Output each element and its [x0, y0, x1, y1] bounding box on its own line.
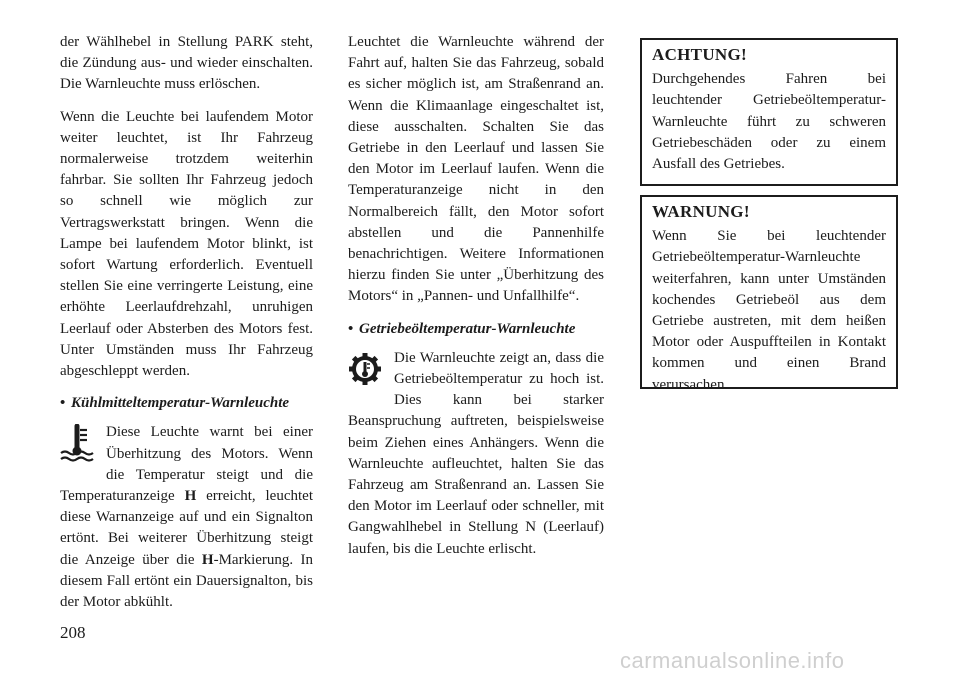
page-number: 208 — [60, 623, 86, 642]
coolant-temperature-icon — [60, 422, 106, 472]
bullet-coolant-title: Kühlmitteltemperatur-Warnleuchte — [71, 395, 290, 412]
paragraph-coolant-action: Leuchtet die Warnleuchte während der Fahrt auf, halten Sie das Fahrzeug, sobald es sicher möglich ist, am Straßenrand an. Wenn die Klimaanlage eingeschaltet ist, diese ausschalten. Schalten Sie das Getriebe in den Leerlauf und lassen Sie den Motor im Leerlauf laufen. Wenn die Temperaturanzeige nicht in den Normalbereich fällt, den Motor sofort abstellen und die Pannenhilfe benachrichtigen. Weitere Informationen hierzu finden Sie unter „Überhitzung des Motors“ in „Pannen- und Unfallhilfe“. — [348, 34, 604, 305]
bullet-coolant-heading: • Kühlmitteltemperatur-Warnleuchte — [60, 395, 290, 412]
caution-box — [640, 38, 898, 186]
paragraph-engine-light: Wenn die Leuchte bei laufendem Motor weiter leuchtet, ist Ihr Fahrzeug normalerweise trotzdem weiterhin fahrbar. Sie sollten Ihr Fahrzeug jedoch so schnell wie möglich zur Vertragswerkstatt bringen. Wenn die Lampe bei laufendem Motor blinkt, ist sofort Wartung erforderlich. Eventuell stellen Sie eine verringerte Leistung, eine erhöhte Leerlaufdrehzahl, unruhigen Leerlauf oder Absterben des Motors fest. Unter Umständen muss Ihr Fahrzeug abgeschleppt werden. — [60, 108, 313, 380]
paragraph-park: der Wählhebel in Stellung PARK steht, die Zündung aus- und wieder einschalten. Die Warnleuchte muss erlöschen. — [60, 34, 313, 93]
warning-box — [640, 195, 898, 393]
column-middle — [348, 32, 604, 571]
caution-title: ACHTUNG! — [652, 45, 747, 64]
paragraph-transmission: Die Warnleuchte zeigt an, dass die Getriebeöltemperatur zu hoch ist. Dies kann bei starker Beanspruchung auftreten, beispielsweise beim Ziehen eines Anhängers. Wenn die Warnleuchte aufleuchtet, halten Sie das Fahrzeug am Straßenrand an. Lassen Sie den Motor im Leerlauf oder schneller, mit Gangwahlhebel in Stellung N (Leerlauf) laufen, bis die Leuchte erlischt. — [348, 349, 604, 557]
bullet-transmission-heading: • Getriebeöltemperatur-Warnleuchte — [348, 320, 576, 337]
warning-title: WARNUNG! — [652, 202, 750, 221]
warning-text: Wenn Sie bei leuchtender Getriebeöltemperatur-Warnleuchte weiterfahren, kann unter Umständen kochendes Getriebeöl aus dem Getriebe austreten, mit dem heißen Motor oder Auspuffteilen in Kontakt kommen und einen Brand verursachen. — [652, 228, 886, 393]
caution-text: Durchgehendes Fahren bei leuchtender Getriebeöltemperatur-Warnleuchte führt zu schweren Getriebeschäden oder zu einem Ausfall des Getriebes. — [652, 71, 886, 173]
transmission-temperature-icon — [348, 348, 394, 398]
watermark: carmanualsonline.info — [620, 648, 845, 673]
bullet-transmission-title: Getriebeöltemperatur-Warnleuchte — [359, 320, 576, 337]
column-left — [60, 32, 313, 624]
paragraph-coolant: Diese Leuchte warnt bei einer Überhitzung des Motors. Wenn die Temperatur steigt und die Temperaturanzeige H erreicht, leuchtet diese Warnanzeige auf und ein Signalton ertönt. Bei weiterer Überhitzung steigt die Anzeige über die H-Markierung. In diesem Fall ertönt ein Dauersignalton, bis der Motor abkühlt. — [60, 424, 313, 611]
